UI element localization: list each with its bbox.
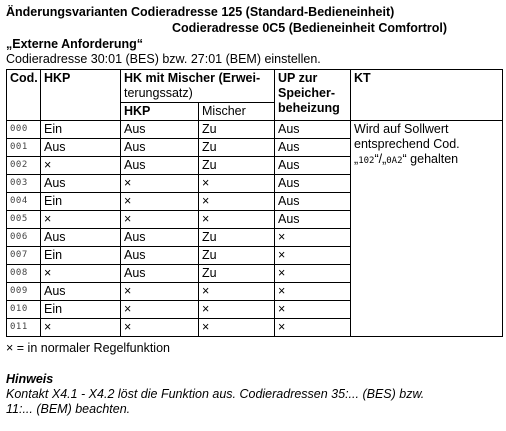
cell-mischer-hkp: Aus xyxy=(121,229,199,247)
hint-line-1: Kontakt X4.1 - X4.2 löst die Funktion aus. Codieradressen 35:... (BES) bzw. xyxy=(6,387,425,401)
cell-cod: 003 xyxy=(7,175,41,193)
cell-hkp: × xyxy=(41,265,121,283)
cell-mischer-hkp: Aus xyxy=(121,139,199,157)
cell-mischer: × xyxy=(199,301,275,319)
cell-up: Aus xyxy=(275,157,351,175)
cell-mischer: Zu xyxy=(199,157,275,175)
kt-note-code-2: 0A2 xyxy=(386,156,403,166)
cell-hkp: Ein xyxy=(41,193,121,211)
header-hkp: HKP xyxy=(41,70,121,121)
cell-hkp: Aus xyxy=(41,229,121,247)
header-up-line3: beheizung xyxy=(278,101,340,115)
kt-note-line3 xyxy=(354,152,458,166)
cell-kt-note xyxy=(351,121,503,175)
cell-mischer: × xyxy=(199,193,275,211)
cell-mischer-hkp: Aus xyxy=(121,247,199,265)
cell-mischer: × xyxy=(199,175,275,193)
kt-note-separator: “/„ xyxy=(374,152,387,166)
table-row xyxy=(7,121,503,139)
cell-hkp: Ein xyxy=(41,301,121,319)
cell-hkp: Ein xyxy=(41,247,121,265)
cell-cod: 007 xyxy=(7,247,41,265)
cell-mischer-hkp: × xyxy=(121,283,199,301)
cell-up: × xyxy=(275,247,351,265)
header-cod: Cod. xyxy=(7,70,41,121)
cell-mischer-hkp: × xyxy=(121,211,199,229)
cell-hkp: Aus xyxy=(41,139,121,157)
cell-up: × xyxy=(275,265,351,283)
cell-up: × xyxy=(275,301,351,319)
cell-mischer: Zu xyxy=(199,121,275,139)
subheader-hkp: HKP xyxy=(121,103,199,121)
cell-mischer-hkp: Aus xyxy=(121,157,199,175)
cell-mischer-hkp: × xyxy=(121,319,199,337)
cell-up: × xyxy=(275,229,351,247)
subheader-mischer: Mischer xyxy=(199,103,275,121)
intro-text: Codieradresse 30:01 (BES) bzw. 27:01 (BEM) einstellen. xyxy=(6,52,321,66)
kt-note-quote-open: „ xyxy=(354,152,359,166)
table-header-row xyxy=(7,70,503,103)
table-row xyxy=(7,175,503,193)
cell-cod: 000 xyxy=(7,121,41,139)
header-up xyxy=(275,70,351,121)
cell-mischer: Zu xyxy=(199,229,275,247)
heading-line-1: Änderungsvarianten Codieradresse 125 (Standard-Bedieneinheit) xyxy=(6,5,395,19)
cell-cod: 001 xyxy=(7,139,41,157)
hint-line-2: 11:... (BEM) beachten. xyxy=(6,402,131,416)
cell-hkp: × xyxy=(41,211,121,229)
header-hk-mischer xyxy=(121,70,275,103)
cell-cod: 006 xyxy=(7,229,41,247)
document-page xyxy=(6,4,502,417)
cell-hkp: × xyxy=(41,157,121,175)
cell-mischer: Zu xyxy=(199,247,275,265)
kt-note-code-1: 102 xyxy=(358,156,375,166)
header-hk-mischer-line1: HK mit Mischer (Erwei- xyxy=(124,71,261,85)
cell-hkp: Aus xyxy=(41,283,121,301)
cell-mischer: × xyxy=(199,319,275,337)
cell-cod: 004 xyxy=(7,193,41,211)
table-body xyxy=(7,121,503,337)
cell-mischer-hkp: × xyxy=(121,193,199,211)
cell-hkp: × xyxy=(41,319,121,337)
cell-cod: 010 xyxy=(7,301,41,319)
cell-mischer-hkp: Aus xyxy=(121,121,199,139)
cell-mischer: × xyxy=(199,283,275,301)
subtitle: „Externe Anforderung“ xyxy=(6,37,144,51)
cell-mischer-hkp: Aus xyxy=(121,265,199,283)
cell-up: Aus xyxy=(275,211,351,229)
cell-cod: 009 xyxy=(7,283,41,301)
cell-mischer: Zu xyxy=(199,265,275,283)
cell-up: Aus xyxy=(275,139,351,157)
cell-mischer-hkp: × xyxy=(121,175,199,193)
coding-table xyxy=(6,69,503,337)
kt-note-line1: Wird auf Sollwert xyxy=(354,122,449,136)
cell-mischer-hkp: × xyxy=(121,301,199,319)
cell-cod: 011 xyxy=(7,319,41,337)
legend: × = in normaler Regelfunktion xyxy=(6,341,170,355)
header-hk-mischer-line2: terungssatz) xyxy=(124,86,193,100)
header-up-line1: UP zur xyxy=(278,71,318,85)
header-up-line2: Speicher- xyxy=(278,86,335,100)
header-kt: KT xyxy=(351,70,503,121)
heading-line-2: Codieradresse 0C5 (Bedieneinheit Comfortrol) xyxy=(172,21,448,35)
cell-hkp: Aus xyxy=(41,175,121,193)
cell-cod: 005 xyxy=(7,211,41,229)
kt-note-line2: entsprechend Cod. xyxy=(354,137,460,151)
cell-mischer: × xyxy=(199,211,275,229)
cell-up: × xyxy=(275,283,351,301)
cell-up: Aus xyxy=(275,121,351,139)
cell-up: × xyxy=(275,319,351,337)
cell-up: Aus xyxy=(275,175,351,193)
cell-cod: 002 xyxy=(7,157,41,175)
cell-cod: 008 xyxy=(7,265,41,283)
cell-mischer: Zu xyxy=(199,139,275,157)
cell-hkp: Ein xyxy=(41,121,121,139)
cell-up: Aus xyxy=(275,193,351,211)
hint-title: Hinweis xyxy=(6,372,54,386)
cell-kt-empty xyxy=(351,175,503,337)
kt-note-suffix: “ gehalten xyxy=(402,152,459,166)
